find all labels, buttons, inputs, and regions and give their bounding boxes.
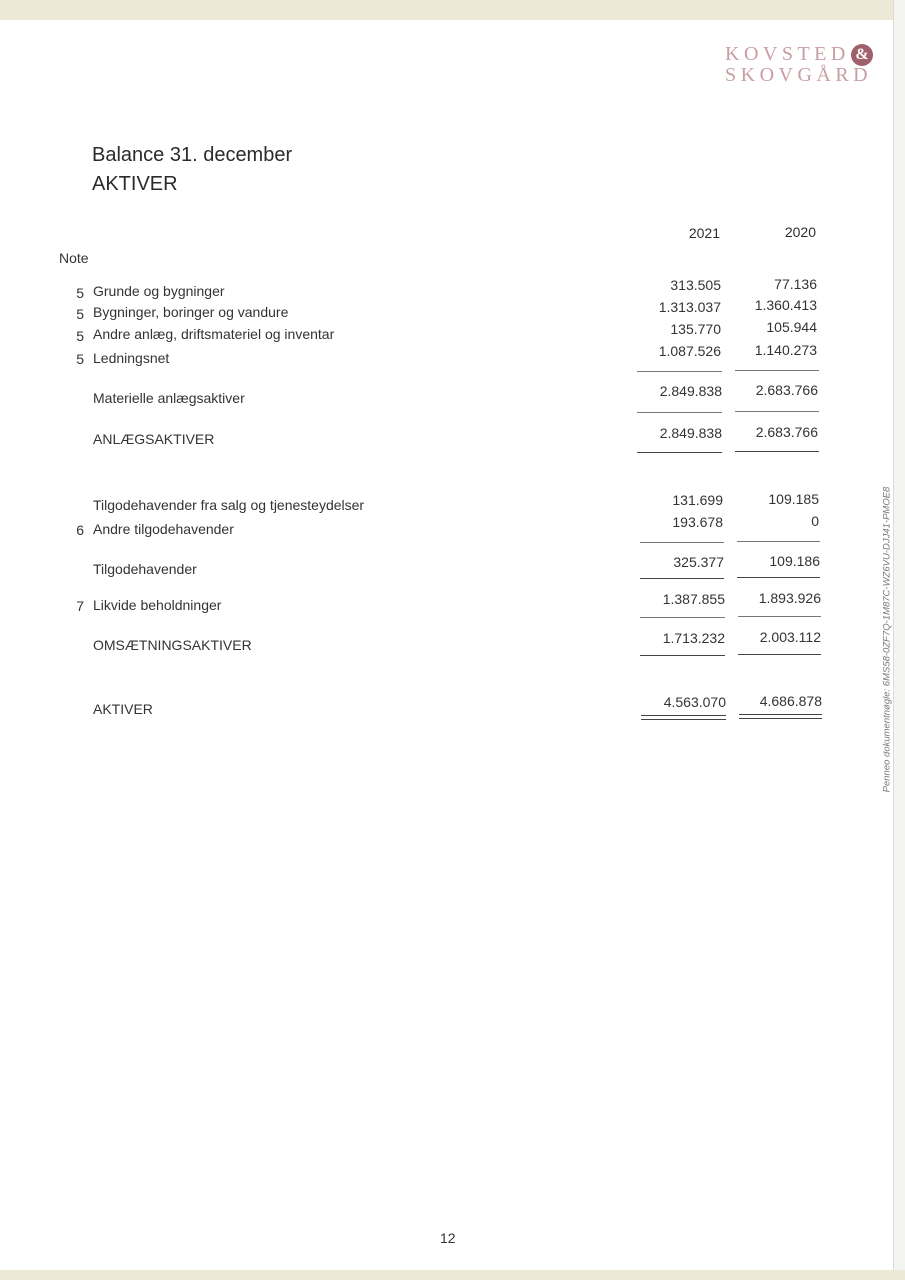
value-2021: 1.713.232: [662, 630, 725, 646]
logo-text-skovgard: SKOVGÅRD: [725, 64, 873, 86]
subtotal-rule: [738, 616, 821, 617]
value-2020: 1.360.413: [754, 297, 817, 313]
page-number: 12: [440, 1230, 456, 1246]
row-label: Andre anlæg, driftsmateriel og inventar: [93, 326, 335, 342]
subtotal-rule: [735, 411, 819, 412]
row-label: Tilgodehavender fra salg og tjenesteydelser: [93, 497, 365, 513]
row-label: Grunde og bygninger: [93, 283, 225, 299]
subtotal-rule: [640, 542, 724, 543]
column-header-2021: 2021: [688, 225, 720, 241]
logo-ampersand-icon: &: [851, 44, 873, 66]
subtotal-rule: [735, 370, 819, 371]
value-2020: 0: [811, 513, 819, 529]
total-rule: [640, 655, 725, 656]
column-header-2020: 2020: [784, 224, 816, 240]
value-2020: 2.683.766: [755, 382, 818, 398]
value-2021: 313.505: [670, 277, 721, 293]
subtotal-rule: [637, 371, 722, 372]
subtotal-rule: [640, 578, 724, 579]
row-label: OMSÆTNINGSAKTIVER: [93, 637, 252, 653]
double-total-rule: [739, 714, 822, 715]
document-key-text: Penneo dokumentnøgle: 6MS58-0ZF7Q-1M87C-WZ6VU-DJJ41-PMOE8: [881, 486, 893, 793]
subtotal-rule: [640, 617, 725, 618]
value-2020: 77.136: [774, 276, 817, 292]
row-label: Likvide beholdninger: [93, 597, 222, 613]
row-note: 7: [76, 598, 84, 614]
value-2021: 1.313.037: [658, 299, 721, 315]
value-2020: 4.686.878: [759, 693, 822, 709]
value-2020: 2.683.766: [755, 424, 818, 440]
value-2020: 2.003.112: [759, 629, 821, 645]
row-note: 5: [76, 351, 84, 367]
value-2021: 131.699: [672, 492, 723, 508]
note-column-header: Note: [59, 250, 89, 266]
row-note: 5: [76, 328, 84, 344]
subtotal-rule: [737, 541, 820, 542]
value-2020: 109.186: [769, 553, 820, 569]
paper-top-edge: [0, 0, 905, 20]
value-2021: 1.387.855: [662, 591, 725, 607]
value-2020: 1.140.273: [754, 342, 817, 358]
paper-bottom-edge: [0, 1270, 905, 1280]
row-note: 5: [76, 306, 84, 322]
value-2020: 109.185: [768, 491, 819, 507]
value-2020: 105.944: [766, 319, 817, 335]
penneo-document-key-stamp: [879, 462, 895, 822]
double-total-rule: [641, 719, 726, 720]
double-total-rule: [641, 715, 726, 716]
value-2021: 1.087.526: [658, 343, 721, 359]
page-subtitle: AKTIVER: [92, 173, 178, 195]
double-total-rule: [739, 718, 822, 719]
logo-text-kovsted: KOVSTED: [725, 43, 850, 65]
company-logo: [725, 44, 875, 92]
row-note: 6: [76, 522, 84, 538]
subtotal-rule: [637, 412, 722, 413]
value-2021: 2.849.838: [659, 425, 722, 441]
total-rule: [738, 654, 821, 655]
value-2021: 2.849.838: [659, 383, 722, 399]
subtotal-rule: [737, 577, 820, 578]
row-label: Materielle anlægsaktiver: [93, 390, 245, 406]
row-label: ANLÆGSAKTIVER: [93, 431, 215, 447]
value-2021: 193.678: [672, 514, 723, 530]
row-label: AKTIVER: [93, 701, 153, 717]
value-2021: 4.563.070: [663, 694, 726, 710]
row-note: 5: [76, 285, 84, 301]
total-rule: [637, 452, 722, 453]
row-label: Bygninger, boringer og vandure: [93, 304, 289, 320]
value-2021: 325.377: [673, 554, 724, 570]
row-label: Ledningsnet: [93, 350, 170, 366]
row-label: Tilgodehavender: [93, 561, 197, 577]
value-2020: 1.893.926: [758, 590, 821, 606]
page-title: Balance 31. december: [92, 144, 293, 166]
total-rule: [735, 451, 819, 452]
row-label: Andre tilgodehavender: [93, 521, 234, 537]
value-2021: 135.770: [670, 321, 721, 337]
